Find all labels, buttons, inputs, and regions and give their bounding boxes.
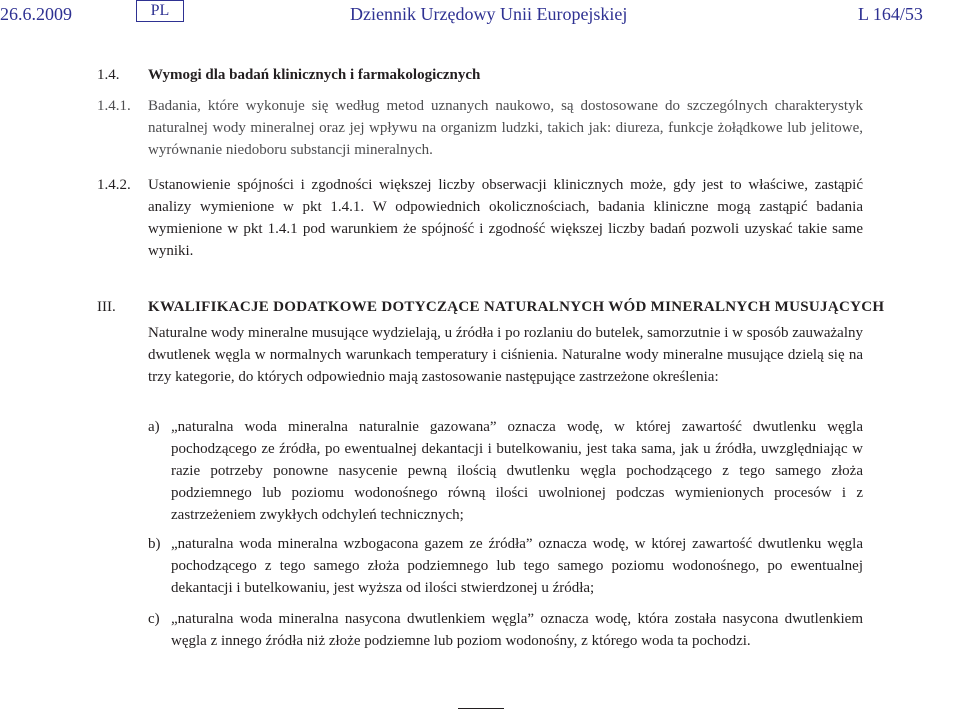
section-number: 1.4. bbox=[97, 67, 120, 83]
list-item-label: a) bbox=[148, 419, 160, 435]
paragraph-number: 1.4.2. bbox=[97, 177, 131, 193]
list-item-label: b) bbox=[148, 536, 161, 552]
chapter-intro: Naturalne wody mineralne musujące wydzielają, u źródła i po rozlaniu do butelek, samorzutnie i w sposób zauważalny dwutlenek węgla w normalnych warunkach temperatury i ciśnienia. Naturalne wody mineralne musujące dzielą się na trzy kategorie, do których odpowiednio mają zastosowanie następujące zastrzeżone określenia: bbox=[148, 325, 863, 385]
paragraph-number: 1.4.1. bbox=[97, 98, 131, 114]
list-item-text: „naturalna woda mineralna wzbogacona gazem ze źródła” oznacza wodę, w której zawartość dwutlenku węgla pochodzącego z tego samego złoża podziemnego lub tego samego poziomu wodonośnego, po ewentualnej dekantacji i butelkowaniu, jest wyższa od ilości stwierdzonej u źródła; bbox=[171, 536, 863, 596]
section-heading: Wymogi dla badań klinicznych i farmakologicznych bbox=[148, 67, 481, 83]
page-reference: L 164/53 bbox=[858, 4, 923, 24]
journal-title: Dziennik Urzędowy Unii Europejskiej bbox=[350, 4, 628, 24]
paragraph-text: Ustanowienie spójności i zgodności większej liczby obserwacji klinicznych może, gdy jest to właściwe, zastąpić analizy wymienione w pkt 1.4.1. W odpowiednich okolicznościach, badania kliniczne mogą zastąpić badania wymienione w pkt 1.4.1 pod warunkiem że spójność i zgodność większej liczby badań pozwoli uzyskać takie same wyniki. bbox=[148, 177, 863, 259]
list-item-label: c) bbox=[148, 611, 160, 627]
chapter-heading: KWALIFIKACJE DODATKOWE DOTYCZĄCE NATURALNYCH WÓD MINERALNYCH MUSUJĄCYCH bbox=[148, 299, 885, 315]
paragraph-text: Badania, które wykonuje się według metod uznanych naukowo, są dostosowane do szczególnych charakterystyk naturalnej wody mineralnej oraz jej wpływu na organizm ludzki, takich jak: diureza, funkcje żołądkowe lub jelitowe, wyrównanie niedoboru substancji mineralnych. bbox=[148, 98, 863, 158]
publication-date: 26.6.2009 bbox=[0, 4, 72, 24]
language-badge: PL bbox=[136, 0, 184, 22]
list-item-text: „naturalna woda mineralna naturalnie gazowana” oznacza wodę, w której zawartość dwutlenku węgla pochodzącego ze źródła, po ewentualnej dekantacji i butelkowaniu, jest taka sama, jak u źródła, uwzględniając w razie potrzeby ponowne nasycenie pewną ilością dwutlenku węgla pochodzącego z tego samego złoża podziemnego lub poziomu wodonośnego równą ilości uwolnionej podczas wymienionych procesów i z zastrzeżeniem zwykłych odchyleń technicznych; bbox=[171, 419, 863, 523]
footnote-divider bbox=[458, 708, 504, 709]
list-item-text: „naturalna woda mineralna nasycona dwutlenkiem węgla” oznacza wodę, która została nasycona dwutlenkiem węgla z innego źródła niż złoże podziemne lub poziom wodonośny, z którego woda ta pochodzi. bbox=[171, 611, 863, 649]
chapter-number: III. bbox=[97, 299, 116, 315]
